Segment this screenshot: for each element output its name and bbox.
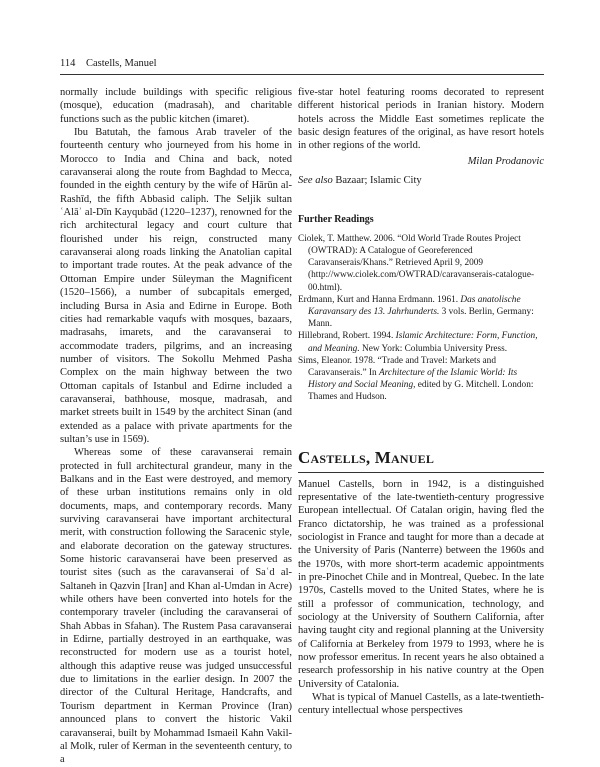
reference-item: Hillebrand, Robert. 1994. Islamic Architecture: Form, Function, and Meaning. New York: Columbia University Press. [298, 331, 538, 354]
paragraph: Whereas some of these caravanserai remain protected in full architectural grandeur, many in the Balkans and in the East were destroyed, and memory of these urban institutions remains only in old documents, maps, and contemporary records. Many surviving caravanserai have important architectural merit, with construction following the Saracenic style, and elaborate decoration on the gateway structures. Some historic caravanserai have been preserved as tourist sites (such as the caravanserai of Saʿd al-Saltaneh in Qazvin [Iran] and Khan al-Umdan in Acre) while others have been converted into hotels for the contemporary traveler (including the caravanserai of Shah Abbas in Sfahan). The Rustem Pasa caravanserai in Edirne, partially destroyed in an earthquake, was reconstructed for modern use as a tourist hotel, although this adaptive reuse was judged unsuccessful due to limitations in the earlier design. In 2007 the director of the Cultural Heritage, Handcrafts, and Tourism department in Kerman Province (Iran) announced plans to convert the historic Vakil caravanserai, built by Mohammad Ismaeil Kahn Vakil-al Molk, ruler of Kerman in the seventeenth century, to a [60, 447, 292, 766]
left-column [60, 86, 292, 767]
reference-item: Sims, Eleanor. 1978. “Trade and Travel: Markets and Caravanserais.” In Architecture of the Islamic World: Its History and Social Meaning, edited by G. Mitchell. London: Thames and Hudson. [298, 355, 534, 403]
paragraph: What is typical of Manuel Castells, as a late-twentieth-century intellectual whose perspectives [298, 692, 544, 717]
paragraph: normally include buildings with specific religious (mosque), education (madrasah), and charitable functions such as the public kitchen (imaret). [60, 87, 292, 125]
reference-item: Ciolek, T. Matthew. 2006. “Old World Trade Routes Project (OWTRAD): A Catalogue of Georeferenced Caravanserais/Khans.” Retrieved April 9, 2009 (http://www.ciolek.com/OWTRAD/caravanserais-catalogue-00.html). [298, 233, 535, 293]
header-rule [60, 74, 544, 75]
page-number: 114 [60, 58, 76, 69]
paragraph-continuation: five-star hotel featuring rooms decorated to represent different historical periods in Iranian history. Modern hotels across the Middle East sometimes replicate the basic design features of the original, as have resort hotels in other regions of the world. [298, 87, 544, 152]
paragraph: Ibu Batutah, the famous Arab traveler of the fourteenth century who journeyed from his home in Morocco to India and China and back, noted caravanserai along the route from Baghdad to Mecca, founded in the eighth century by the wife of Hārūn al-Rashīd, the fifth Abbasid caliph. The Seljik sultan ʿAlāʾ al-Dīn Kayqubād (1220–1237), renowned for the rich architectural legacy and court culture that flourished under his reign, constructed many caravanserai along roads linking the Anatolian capital to important trade routes. At the peak advance of the Ottoman Empire under Süleyman the Magnificent (1520–1566), a number of subcapitals emerged, including Bursa in Asia and Edirne in Europe. Both cities had remarkable vaqufs with mosques, bazaars, madrasahs, imarets, and the caravanserai to accommodate traders, pilgrims, and an increasing number of visitors. The Sokollu Mehmed Pasha Complex on the main highway between the two Ottoman capitals of Istanbul and Edirne included a caravanserai, bathhouse, mosque, madrasah, and market streets built in 1549 by the architect Sinan (and extended as a palace with private apartments for the sultan’s use in 1569). [60, 127, 292, 445]
reference-item: Erdmann, Kurt and Hanna Erdmann. 1961. Das anatolische Karavansary des 13. Jahrhunderts. 3 vols. Berlin, Germany: Mann. [298, 294, 534, 330]
see-also-label: See also [298, 175, 333, 187]
entry-title: Castells, Manuel [298, 447, 435, 467]
see-also [298, 174, 544, 187]
running-header [60, 54, 544, 74]
see-also-text: Bazaar; Islamic City [332, 175, 422, 187]
right-column [298, 86, 544, 718]
entry-title-rule [298, 472, 544, 473]
further-readings-heading: Further Readings [298, 214, 374, 226]
paragraph: Manuel Castells, born in 1942, is a distinguished representative of the late-twentieth-century progressive European intellectual. Of Catalan origin, having fled the Franco dictatorship, he was trained as a professional sociologist in France and taught for more than a decade at the University of Paris (Nanterre) between the 1960s and the 1970s, with more short-term academic appointments in pre-Pinochet Chile and in Montreal, Quebec. In the late 1970s, Castells moved to the United States, where he is still a professor of communication, technology, and sociology at the University of Southern California, after having taught city and regional planning at the University of California at Berkeley from 1979 to 1993, where he is now professor emeritus. In recent years he also obtained a research professorship in his native country at the Open University of Catalonia. [298, 478, 544, 690]
author-signature: Milan Prodanovic [467, 155, 544, 167]
running-head: Castells, Manuel [86, 58, 157, 69]
